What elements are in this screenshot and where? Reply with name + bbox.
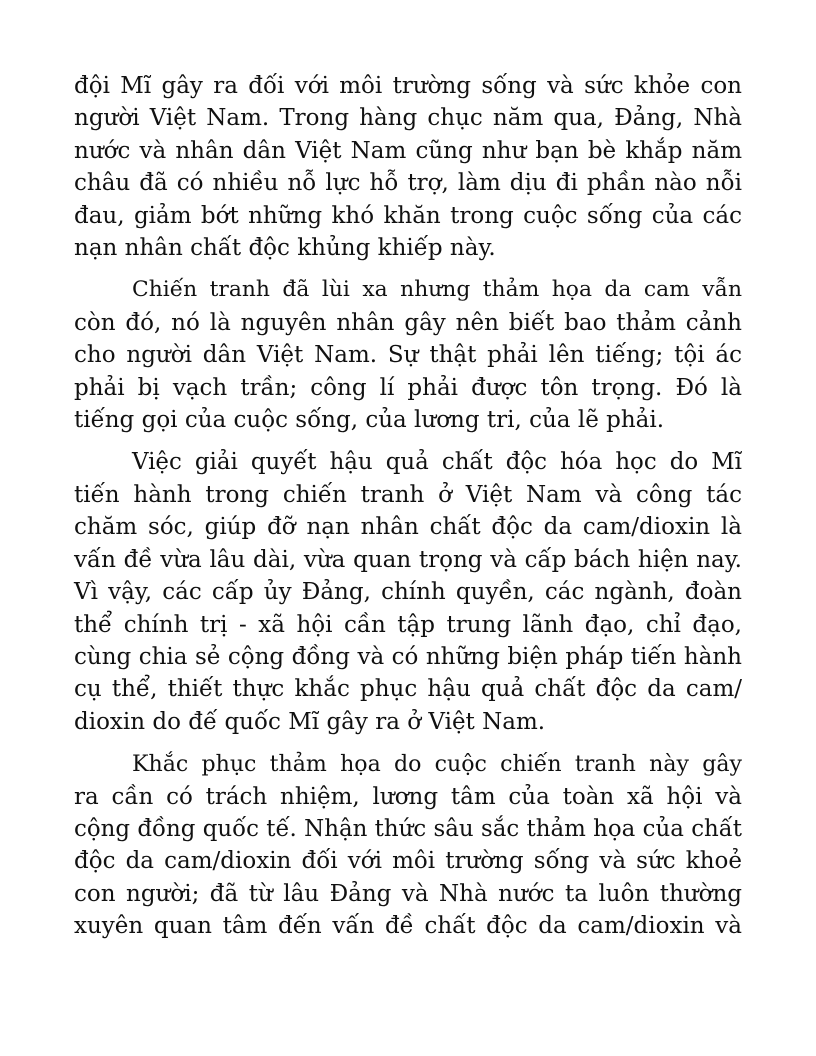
text-line: cộng đồng quốc tế. Nhận thức sâu sắc thảm họa của chất	[74, 815, 742, 842]
text-line: ra cần có trách nhiệm, lương tâm của toàn xã hội và	[74, 783, 742, 810]
paragraph-1	[74, 70, 742, 264]
text-line: cho người dân Việt Nam. Sự thật phải lên tiếng; tội ác	[74, 342, 742, 369]
text-line: xuyên quan tâm đến vấn đề chất độc da cam/dioxin và	[74, 913, 742, 940]
document-page	[74, 70, 742, 943]
text-line: con người; đã từ lâu Đảng và Nhà nước ta luôn thường	[74, 880, 742, 907]
text-line: Vì vậy, các cấp ủy Đảng, chính quyền, các ngành, đoàn	[74, 579, 742, 606]
text-line: độc da cam/dioxin đối với môi trường sống và sức khoẻ	[74, 848, 742, 875]
text-line: Khắc phục thảm họa do cuộc chiến tranh này gây	[132, 751, 742, 778]
text-line: phải bị vạch trần; công lí phải được tôn trọng. Đó là	[74, 374, 742, 401]
text-line: cụ thể, thiết thực khắc phục hậu quả chất độc da cam/	[74, 676, 742, 703]
text-line: Chiến tranh đã lùi xa nhưng thảm họa da cam vẫn	[132, 277, 742, 303]
text-line: châu đã có nhiều nỗ lực hỗ trợ, làm dịu đi phần nào nỗi	[74, 170, 742, 197]
text-line: tiến hành trong chiến tranh ở Việt Nam và công tác	[74, 481, 742, 508]
text-line: đau, giảm bớt những khó khăn trong cuộc sống của các	[74, 202, 742, 229]
text-line: tiếng gọi của cuộc sống, của lương tri, của lẽ phải.	[74, 407, 665, 434]
text-line: nước và nhân dân Việt Nam cũng như bạn bè khắp năm	[74, 137, 742, 164]
text-line: vấn đề vừa lâu dài, vừa quan trọng và cấp bách hiện nay.	[74, 546, 742, 573]
text-line: Việc giải quyết hậu quả chất độc hóa học do Mĩ	[132, 449, 742, 476]
text-line: nạn nhân chất độc khủng khiếp này.	[74, 235, 496, 262]
paragraph-4	[74, 748, 742, 942]
paragraph-3	[74, 446, 742, 738]
text-line: cùng chia sẻ cộng đồng và có những biện pháp tiến hành	[74, 643, 742, 670]
text-line: thể chính trị - xã hội cần tập trung lãnh đạo, chỉ đạo,	[74, 611, 742, 638]
text-line: người Việt Nam. Trong hàng chục năm qua, Đảng, Nhà	[74, 105, 742, 132]
text-line: dioxin do đế quốc Mĩ gây ra ở Việt Nam.	[74, 708, 546, 735]
text-line: chăm sóc, giúp đỡ nạn nhân chất độc da cam/dioxin là	[74, 514, 742, 541]
paragraph-2	[74, 274, 742, 436]
text-line: còn đó, nó là nguyên nhân gây nên biết bao thảm cảnh	[74, 309, 742, 336]
text-line: đội Mĩ gây ra đối với môi trường sống và sức khỏe con	[74, 73, 742, 99]
